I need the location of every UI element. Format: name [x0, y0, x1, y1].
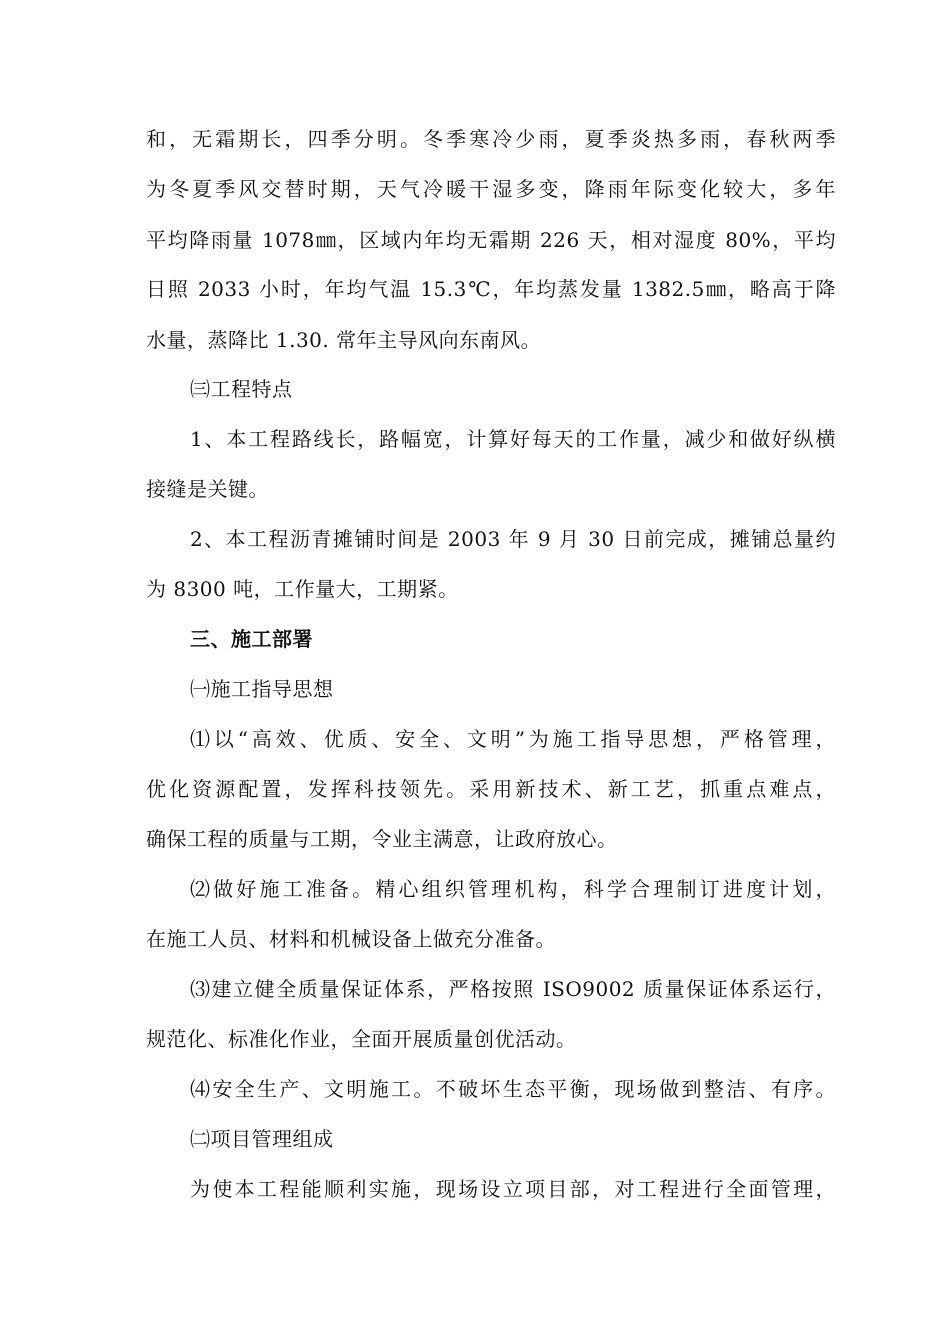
subheading-guiding-ideas: ㈠施工指导思想: [190, 677, 334, 701]
paragraph-climate-line-5: 水量，蒸降比 1.30. 常年主导风向东南风。: [146, 328, 542, 352]
guideline-1-line-3: 确保工程的质量与工期，令业主满意，让政府放心。: [146, 827, 618, 851]
feature-2-line-2: 为 8300 吨，工作量大，工期紧。: [146, 577, 459, 601]
feature-1-line-2: 接缝是关键。: [146, 477, 269, 501]
feature-2-line-1: 2、本工程沥青摊铺时间是 2003 年 9 月 30 日前完成，摊铺总量约: [190, 527, 836, 551]
guideline-1-line-2: 优化资源配置，发挥科技领先。采用新技术、新工艺，抓重点难点，: [146, 777, 836, 801]
subheading-project-management: ㈡项目管理组成: [190, 1127, 334, 1151]
paragraph-climate-line-4: 日照 2033 小时，年均气温 15.3℃，年均蒸发量 1382.5㎜，略高于降: [146, 277, 836, 301]
management-paragraph-line-1: 为使本工程能顺利实施，现场设立项目部，对工程进行全面管理，: [190, 1177, 836, 1201]
guideline-3-line-1: ⑶建立健全质量保证体系，严格按照 ISO9002 质量保证体系运行，: [190, 977, 836, 1001]
guideline-3-line-2: 规范化、标准化作业，全面开展质量创优活动。: [146, 1027, 577, 1051]
paragraph-climate-line-3: 平均降雨量 1078㎜，区域内年均无霜期 226 天，相对湿度 80%，平均: [146, 228, 836, 252]
section-heading-project-features: ㈢工程特点: [190, 377, 293, 401]
feature-1-line-1: 1、本工程路线长，路幅宽，计算好每天的工作量，减少和做好纵横: [190, 427, 836, 451]
section-heading-construction-deployment: 三、施工部署: [190, 627, 313, 651]
guideline-1-line-1: ⑴以“高效、优质、安全、文明”为施工指导思想，严格管理，: [190, 727, 836, 751]
guideline-4-line-1: ⑷安全生产、文明施工。不破坏生态平衡，现场做到整洁、有序。: [190, 1077, 836, 1101]
paragraph-climate-line-1: 和，无霜期长，四季分明。冬季寒冷少雨，夏季炎热多雨，春秋两季: [146, 127, 836, 151]
guideline-2-line-1: ⑵做好施工准备。精心组织管理机构，科学合理制订进度计划，: [190, 877, 836, 901]
paragraph-climate-line-2: 为冬夏季风交替时期，天气冷暖干湿多变，降雨年际变化较大，多年: [146, 177, 836, 201]
guideline-2-line-2: 在施工人员、材料和机械设备上做充分准备。: [146, 927, 556, 951]
